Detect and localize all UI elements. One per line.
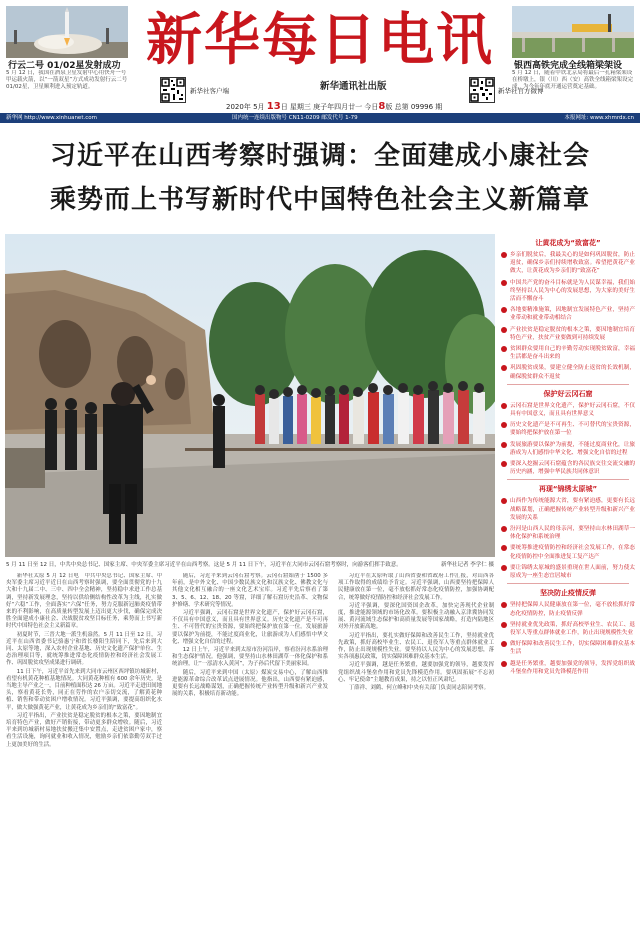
bullet-icon: [501, 327, 507, 333]
page-count: 8: [378, 101, 386, 112]
headline-line-2: 乘势而上书写新时代中国特色社会主义新篇章: [49, 185, 590, 215]
article-paragraph: 12 日上午，习近平来到太原市汾河沿岸，察看汾河水系治理和生态保护情况。他强调，要坚持山水林田湖草一体化保护和系统治理，让“一泓清水入黄河”，为子孙后代留下美丽家园。: [172, 647, 328, 668]
left-feature-title: 行云二号 01/02星发射成功: [8, 61, 121, 71]
sidebar-section-title: 再现“锦绣太原城”: [538, 485, 598, 494]
xinhuanet-link[interactable]: 新华网 http://www.xinhuanet.com: [6, 115, 97, 121]
sidebar-point: 发展旅游要以保护为前提，不能过度商业化，让旅游成为人们感悟中华文化、增强文化自信的过程: [501, 441, 635, 457]
right-feature-title: 银西高铁完成全线箱梁架设: [514, 61, 623, 71]
sidebar-point: 越是任务繁重，越要加强党的领导，发挥党组织战斗堡垒作用和党员先锋模范作用: [501, 660, 635, 676]
date-day: 13: [266, 101, 281, 112]
sidebar-point: 巩固脱贫成果，要建立健全防止返贫的长效机制，确保脱贫群众不返贫: [501, 364, 635, 380]
sidebar-point: 产业扶贫是稳定脱贫的根本之策，要因地制宜培育特色产业，扶贫产业要做到可持续发展: [501, 326, 635, 342]
bullet-icon: [501, 307, 507, 313]
right-feature-desc: 5 月 12 日，随着中铁北京局将最后一孔箱梁架设在桥墩上，银（川）西（安）高铁全线箱梁架设完成，为今年年底开通运营奠定基础。: [512, 70, 634, 90]
bullet-icon: [501, 422, 507, 428]
article-paragraph: 习近平强调，云冈石窟是世界文化遗产，保护好云冈石窟，不仅具有中国意义，而且具有世界意义。历史文化遗产是不可再生、不可替代的宝贵资源，要始终把保护放在第一位。发展旅游要以保护为前提，不能过度商业化，让旅游成为人们感悟中华文化、增强文化自信的过程。: [172, 610, 328, 645]
bullet-icon: [501, 252, 507, 258]
article-column-1: [6, 573, 162, 921]
section-divider: [507, 479, 629, 480]
site-link[interactable]: 本报网址: www.xhmrdx.cn: [564, 115, 634, 121]
main-news-photo: [5, 234, 495, 557]
sidebar-point: 云冈石窟是世界文化遗产，保护好云冈石窟，不仅具有中国意义，而且具有世界意义: [501, 402, 635, 418]
bullet-icon: [501, 403, 507, 409]
sidebar-point: 要统筹推进疫情防控和经济社会发展工作，在常态化疫情防控中全面推进复工复产达产: [501, 544, 635, 560]
bullet-icon: [501, 461, 507, 467]
left-feature-desc: 5 月 12 日，我国在酒泉卫星发射中心用快舟一号甲运载火箭，以“一箭双星”方式成功发射行云二号01/02星，卫星顺利进入预定轨道。: [6, 70, 128, 90]
client-qr-code[interactable]: [160, 77, 186, 103]
bullet-icon: [501, 565, 507, 571]
weibo-qr-code[interactable]: [469, 77, 495, 103]
railway-photo: [512, 6, 634, 58]
dateline: 2020年 5月 13日 星期三 庚子年四月廿一 今日8版 总第 09996 期: [226, 101, 443, 112]
weibo-qr-label: 新华社官方微博: [498, 87, 544, 95]
bullet-icon: [501, 545, 507, 551]
article-paragraph: 随后，习近平来到云冈石窟考察。云冈石窟始凿于 1500 多年前，是中外文化、中国少数民族文化和汉族文化、佛教文化与其他文化相互融合的一座文化艺术宝库。习近平先后察看了第 3、5、6、12、18、20 等窟，详细了解石窟历史沿革、文物保护修缮、学术研究等情况。: [172, 573, 328, 608]
photo-caption: [6, 560, 494, 568]
article-paragraph: 初夏时节，三晋大地一派生机盎然。5 月 11 日至 12 日，习近平在山西省委书记骆惠宁和省长楼阳生陪同下，先后来到大同、太原等地，深入农村企业基地、历史文化遗产保护单位、生态治理项目等，就统筹推进常态化疫情防控和经济社会发展工作、巩固脱贫攻坚成果进行调研。: [6, 631, 162, 667]
rocket-launch-photo: [6, 6, 128, 58]
publication-number: 国内统一连续出版物号 CN11-0209 邮发代号 1-79: [232, 115, 358, 121]
article-paragraph: 习近平强调，要深化国资国企改革，加快完善现代企业制度，推进能源领域的市场化改革。要积极主动融入京津冀协同发展、黄河流域生态保护和高质量发展等国家战略，打造内陆地区对外开放新高地。: [338, 602, 494, 631]
publisher-name: 新华通讯社出版: [320, 81, 387, 92]
sidebar-point: 中国共产党的奋斗目标就是为人民谋幸福，我们始终坚持以人民为中心的发展思想，为大家的美好生活而不懈奋斗: [501, 279, 635, 304]
bullet-icon: [501, 346, 507, 352]
sidebar-point: 做好保障和改善民生工作，切实保障困难群众基本生活: [501, 640, 635, 656]
article-paragraph: 新华社太原 5 月 12 日电 中共中央总书记、国家主席、中央军委主席习近平近日在山西考察时强调，要全面贯彻党的十九大和十九届二中、三中、四中全会精神，坚持稳中求进工作总基调，坚持新发展理念，坚持以供给侧结构性改革为主线，扎实做好“六稳”工作，全面落实“六保”任务，努力克服新冠肺炎疫情带来的不利影响，在高质量转型发展上迈出更大步伐，确保完成决胜全面建成小康社会、决战脱贫攻坚目标任务，乘势而上书写新时代中国特色社会主义新篇章。: [6, 573, 162, 630]
sidebar-point: 汾河是山西人民的母亲河，要坚持山水林田湖草一体化保护和系统治理: [501, 525, 635, 541]
bullet-icon: [501, 498, 507, 504]
article-column-2: [172, 573, 328, 921]
bullet-icon: [501, 526, 507, 532]
article-paragraph: 丁薛祥、刘鹤、何立峰和中央有关部门负责同志陪同考察。: [348, 685, 489, 692]
article-paragraph: 习近平指出，要扎实做好保障和改善民生工作，坚持就业优先政策，抓好高校毕业生、农民工、退役军人等重点群体就业工作，防止出现规模性失业。要坚持以人民为中心的发展思想，落实各项惠民政策，切实保障困难群众基本生活。: [338, 632, 494, 661]
date-lunar: 庚子年四月廿一: [313, 103, 363, 111]
page-count-suffix: 版: [385, 103, 393, 111]
headline-line-1: 习近平在山西考察时强调：全面建成小康社会: [49, 141, 590, 171]
sidebar-point: 坚持把保障人民健康放在第一位，毫不放松抓好常态化疫情防控，防止疫情反弹: [501, 601, 635, 617]
date-month: 5: [253, 103, 258, 111]
photo-caption-text: 5 月 11 日至 12 日，中共中央总书记、国家主席、中央军委主席习近平在山西考察。这是 5 月 11 日下午，习近平在大同市云冈石窟考察时，向游客们挥手致意。: [6, 562, 402, 568]
sidebar-point: 坚持就业优先政策，抓好高校毕业生、农民工、退役军人等重点群体就业工作，防止出现规模性失业: [501, 621, 635, 637]
sidebar-point: 要深入挖掘云冈石窟蕴含的各民族交往交流交融的历史内涵，增强中华民族共同体意识: [501, 460, 635, 476]
info-bar: [0, 113, 640, 123]
bullet-icon: [501, 622, 507, 628]
sidebar-section-title: 坚决防止疫情反弹: [540, 589, 596, 598]
sidebar-point: 贫困群众要用自己的辛勤劳动实现脱贫致富，幸福生活都是奋斗出来的: [501, 345, 635, 361]
bullet-icon: [501, 365, 507, 371]
sidebar-point: 要让锦绣太原城的盛景重现在世人面前，努力使太原成为一座生态宜居城市: [501, 564, 635, 580]
bullet-icon: [501, 602, 507, 608]
photo-credit: 新华社记者 李学仁 摄: [441, 562, 494, 568]
bullet-icon: [501, 641, 507, 647]
sidebar-point: 乡亲们脱贫后，我最关心的是如何巩固脱贫，防止返贫，确保乡亲们持续增收致富。希望把黄花产业做大，让黄花成为乡亲们的“致富花”: [501, 251, 635, 276]
article-paragraph: 11 日下午，习近平首先来到大同市云州区西坪镇坊城新村，看望有机黄花种植基地情况。大同黄花种植有 600 余年历史，是当地主导产业之一，目前种植面积达 26 万亩。习近平走进田间地头，察看黄花长势，同正在劳作的农户亲切交流，了解黄花种植、销售和带动贫困户增收情况。习近平强调，要提高组织化水平，做大做强黄花产业，让黄花成为乡亲们的“致富花”。: [6, 668, 162, 711]
today-label: 今日: [364, 103, 379, 111]
article-paragraph: 随后，习近平来到中国（太原）煤炭交易中心，了解山西推进能源革命综合改革试点进展情况。他指出，山西要有紧迫感，更要有长远战略谋划，正确把握传统产业转型升级和新兴产业发展的关系，积极培育新动能。: [172, 669, 328, 698]
client-qr-label: 新华社客户端: [190, 87, 229, 95]
bullet-icon: [501, 661, 507, 667]
issue-number: 总第 09996 期: [394, 103, 443, 111]
key-points-sidebar: [501, 234, 635, 922]
sidebar-point: 各地要精准施策，因地制宜发展特色产业，坚持产业带动和就业带动相结合: [501, 306, 635, 322]
article-paragraph: 习近平强调，越是任务繁重，越要加强党的领导，越要发挥党组织战斗堡垒作用和党员先锋模范作用。要巩固拓展“不忘初心、牢记使命”主题教育成果，持之以恒正风肃纪。: [338, 662, 494, 683]
section-divider: [507, 583, 629, 584]
article-paragraph: 习近平在太原听取了山西省委和省政府工作汇报，对山西各项工作取得的成绩给予肯定。习近平强调，山西要坚持把保障人民健康放在第一位，毫不放松抓好常态化疫情防控，加强协调配合，统筹做好疫情防控和经济社会发展工作。: [338, 573, 494, 601]
sidebar-point: 山西作为传统能源大省，要有紧迫感，更要有长远战略谋划，正确把握传统产业转型升级和新兴产业发展的关系: [501, 497, 635, 522]
sidebar-section-title: 保护好云冈石窟: [543, 389, 593, 398]
section-divider: [507, 384, 629, 385]
article-column-3: [338, 573, 494, 921]
bullet-icon: [501, 442, 507, 448]
date-year: 2020: [226, 103, 244, 111]
sidebar-point: 历史文化遗产是不可再生、不可替代的宝贵资源，要始终把保护放在第一位: [501, 421, 635, 437]
sidebar-section-title: 让黄花成为“致富花”: [535, 239, 601, 247]
article-paragraph: 习近平指出，产业扶贫是稳定脱贫的根本之策，要因地制宜培育特色产业，做好产销衔接，带动更多群众增收。随后，习近平来到坊城新村易地扶贫搬迁集中安置点，走进贫困户家中，察看生活设施，询问就业和收入情况，勉励乡亲们依靠勤劳双手过上更加美好的生活。: [6, 712, 162, 748]
bullet-icon: [501, 280, 507, 286]
newspaper-logo: 新华每日电讯: [146, 7, 494, 73]
date-weekday: 星期三: [289, 103, 311, 111]
